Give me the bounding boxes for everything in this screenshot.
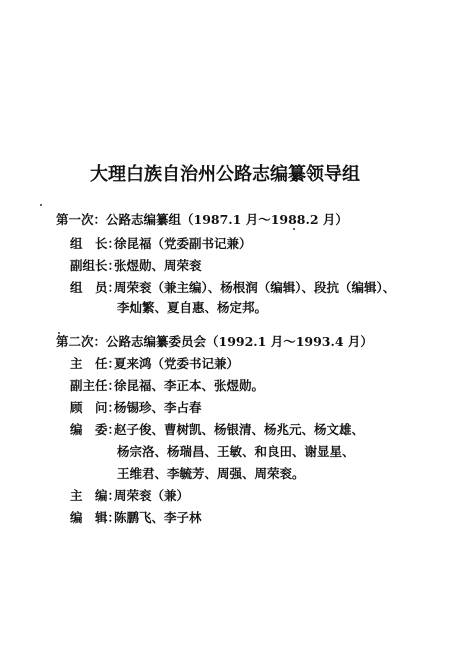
section-2-names-committee-cont-1: 杨宗洛、杨瑞昌、王敏、和良田、谢显星、 — [117, 444, 355, 459]
section-2-names-chief-editor: 周荣衮（兼） — [114, 488, 190, 503]
section-2-names-editor: 陈鹏飞、李子林 — [114, 510, 202, 525]
section-2-names-deputy-director: 徐昆福、李正本、张煜勋。 — [114, 378, 265, 393]
section-2-heading: 第二次：公路志编纂委员会（1992.1 月～1993.4 月） — [56, 334, 373, 349]
section-1-names-leader: 徐昆福（党委副书记兼） — [114, 236, 252, 251]
section-1-names-members: 周荣衮（兼主编）、杨根润（编辑）、段抗（编辑）、 — [114, 280, 396, 295]
section-2-role-advisor: 顾 问： — [70, 400, 121, 415]
scan-speck — [293, 228, 295, 230]
section-1-names-deputy: 张煜勋、周荣衮 — [114, 258, 202, 273]
section-1-names-members-cont: 李灿繁、夏自惠、杨定邦。 — [117, 300, 268, 315]
section-2-role-deputy-director: 副主任： — [70, 378, 121, 393]
section-1-role-deputy: 副组长： — [70, 258, 121, 273]
section-2-role-director: 主 任： — [70, 356, 121, 371]
section-2-names-committee: 赵子俊、曹树凯、杨银清、杨兆元、杨文雄、 — [114, 422, 365, 437]
scan-speck — [58, 332, 60, 334]
scan-speck — [40, 204, 42, 206]
section-1-heading: 第一次：公路志编纂组（1987.1 月～1988.2 月） — [56, 212, 348, 227]
section-2-role-committee: 编 委： — [70, 422, 121, 437]
section-2-names-advisor: 杨锡珍、李占春 — [114, 400, 202, 415]
section-1-role-members: 组 员： — [70, 280, 121, 295]
page-title: 大理白族自治州公路志编纂领导组 — [90, 164, 360, 185]
section-1-role-leader: 组 长： — [70, 236, 121, 251]
section-2-names-committee-cont-2: 王维君、李毓芳、周强、周荣衮。 — [117, 466, 305, 481]
section-2-names-director: 夏来鸿（党委书记兼） — [114, 356, 240, 371]
section-2-role-chief-editor: 主 编： — [70, 488, 121, 503]
section-2-role-editor: 编 辑： — [70, 510, 121, 525]
